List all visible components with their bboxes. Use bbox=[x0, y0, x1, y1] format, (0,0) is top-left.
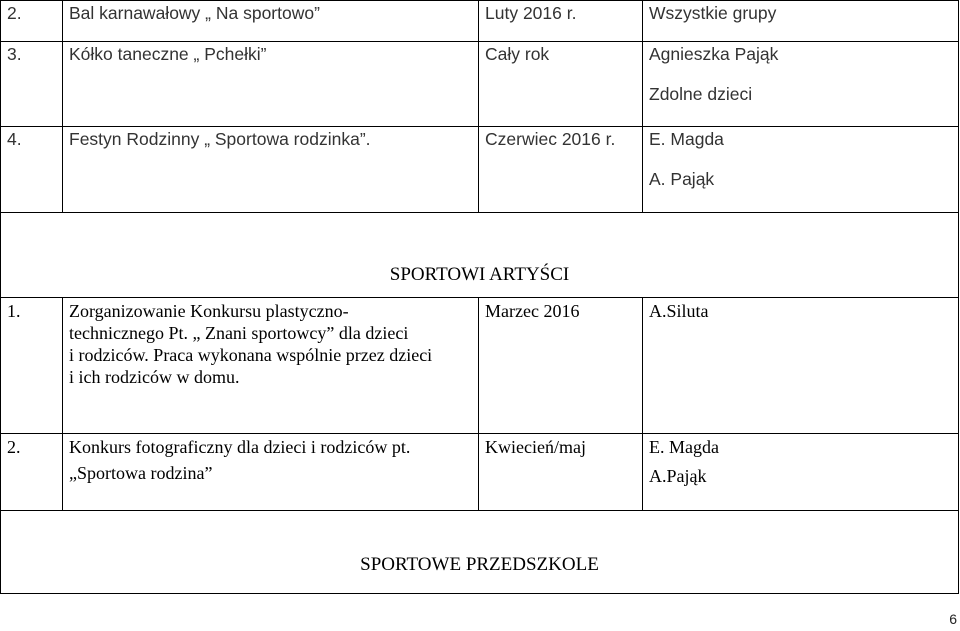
event-cell bbox=[63, 42, 479, 127]
person-cell bbox=[643, 434, 959, 511]
date-cell bbox=[479, 298, 643, 434]
person-cell bbox=[643, 42, 959, 127]
event-cell bbox=[63, 298, 479, 434]
person-cell bbox=[643, 1, 959, 42]
event-text: „Sportowa rodzina” bbox=[69, 462, 213, 483]
row-number: 2. bbox=[1, 434, 63, 511]
event-text: Bal karnawałowy „ Na sportowo” bbox=[69, 3, 320, 23]
table-row bbox=[1, 1, 959, 42]
person-cell bbox=[643, 127, 959, 213]
event-text: Konkurs fotograficzny dla dzieci i rodziców pt. bbox=[69, 437, 411, 457]
person-text: Agnieszka Pająk bbox=[649, 44, 779, 64]
person-text: Zdolne dzieci bbox=[649, 83, 753, 104]
event-cell bbox=[63, 127, 479, 213]
person-text: Wszystkie grupy bbox=[649, 3, 777, 23]
date-text: Kwiecień/maj bbox=[485, 437, 586, 457]
person-text: A.Siluta bbox=[649, 301, 709, 321]
event-text: Zorganizowanie Konkursu plastyczno- bbox=[69, 301, 349, 321]
row-number: 1. bbox=[1, 298, 63, 434]
row-number: 3. bbox=[1, 42, 63, 127]
event-cell bbox=[63, 434, 479, 511]
page-number: 6 bbox=[949, 611, 957, 627]
person-text: A.Pająk bbox=[649, 465, 707, 486]
event-text: i rodziców. Praca wykonana wspólnie przez dzieci bbox=[69, 345, 433, 365]
row-number: 2. bbox=[1, 1, 63, 42]
event-text: Kółko taneczne „ Pchełki” bbox=[69, 44, 267, 64]
person-cell bbox=[643, 298, 959, 434]
section-header-cell bbox=[1, 213, 959, 298]
event-text: technicznego Pt. „ Znani sportowcy” dla dzieci bbox=[69, 323, 409, 343]
event-text: i ich rodziców w domu. bbox=[69, 367, 240, 387]
section-title: SPORTOWI ARTYŚCI bbox=[389, 264, 570, 286]
table-row bbox=[1, 298, 959, 434]
row-number: 4. bbox=[1, 127, 63, 213]
date-cell bbox=[479, 434, 643, 511]
event-cell bbox=[63, 1, 479, 42]
date-cell bbox=[479, 127, 643, 213]
section-row bbox=[1, 511, 959, 594]
date-cell bbox=[479, 1, 643, 42]
person-text: E. Magda bbox=[649, 437, 719, 457]
section-title: SPORTOWE PRZEDSZKOLE bbox=[360, 554, 599, 576]
table-row bbox=[1, 42, 959, 127]
event-text: Festyn Rodzinny „ Sportowa rodzinka”. bbox=[69, 129, 371, 149]
person-text: E. Magda bbox=[649, 129, 724, 149]
date-cell bbox=[479, 42, 643, 127]
section-header-cell bbox=[1, 511, 959, 594]
section-row bbox=[1, 213, 959, 298]
table-row bbox=[1, 434, 959, 511]
date-text: Marzec 2016 bbox=[485, 301, 580, 321]
person-text: A. Pająk bbox=[649, 168, 715, 189]
date-text: Czerwiec 2016 r. bbox=[485, 129, 616, 149]
date-text: Cały rok bbox=[485, 44, 550, 64]
table-row bbox=[1, 127, 959, 213]
date-text: Luty 2016 r. bbox=[485, 3, 577, 23]
